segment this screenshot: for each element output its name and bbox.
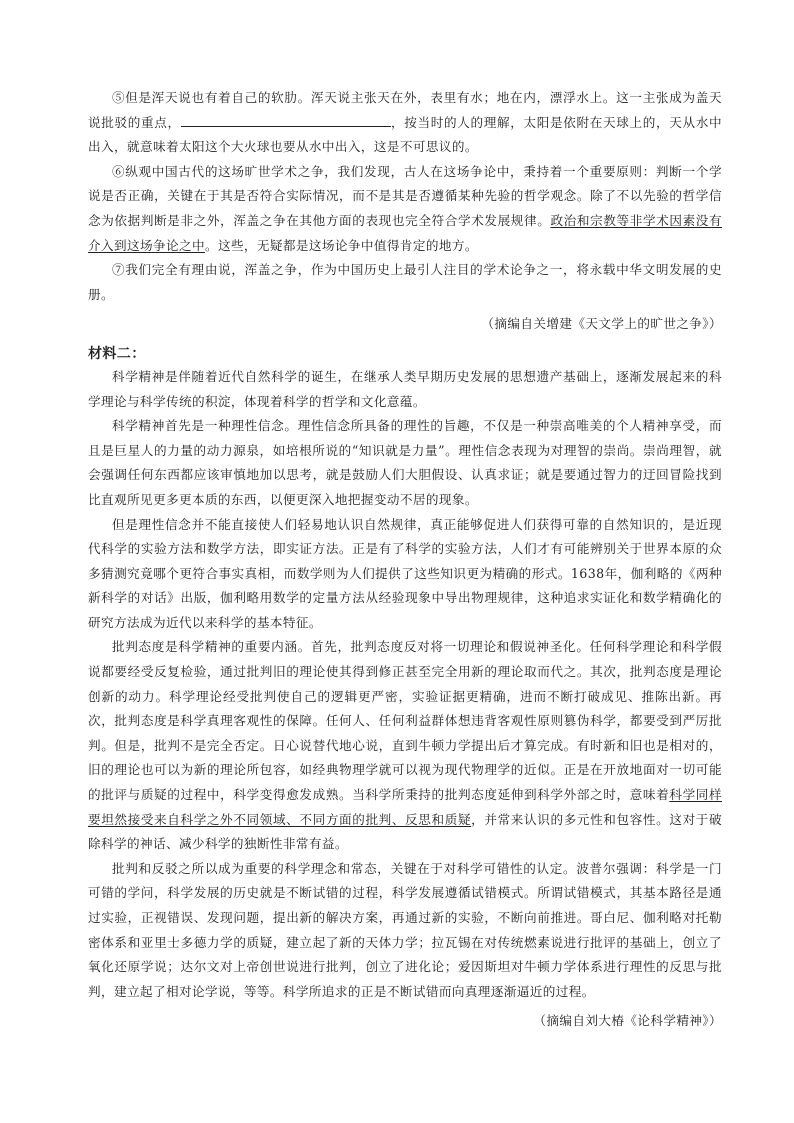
paragraph-5-text-b: ，按当时的人的理解，太阳是依附在天球上的，天从水中出入，就意味着太阳这个大火球也要从水中出入，这是不可思议的。	[88, 114, 722, 155]
m2-paragraph-3: 但是理性信念并不能直接使人们轻易地认识自然规律，真正能够促进人们获得可靠的自然知识的，是近现代科学的实验方法和数学方法，即实证方法。正是有了科学的实验方法，人们才有可能辨别关于世界本原的众多猜测究竟哪个更符合事实真相，而数学则为人们提供了这些知识更为精确的形式。1638年，伽利略的《两种新科学的对话》出版，伽利略用数学的定量方法从经验现象中导出物理规律，这种追求实证化和数学精确化的研究方法成为近代以来科学的基本特征。	[88, 516, 722, 630]
underlined-sentence: 政治和宗教等非学术因素没有介入到这场争论之中	[88, 212, 723, 253]
paragraph-6-text-b: 。这些，无疑都是这场论争中值得肯定的地方。	[204, 237, 478, 253]
material-2-heading: 材料二：	[88, 345, 146, 362]
source-citation-2: （摘编自刘大椿《论科学精神》）	[533, 1013, 722, 1029]
paragraph-6-text-a: ⑥纵观中国古代的这场旷世学术之争，我们发现，古人在这场争论中，秉持着一个重要原则：判断一个学说是否正确，关键在于其是否符合实际情况，而不是其是否遵循某种先验的哲学观念。除了不以先验的哲学信念为依据判断是非之外，浑盖之争在其他方面的表现也完全符合学术发展规律。	[88, 163, 722, 228]
paragraph-6	[88, 160, 722, 258]
underlined-sentence-2: 科学同样要坦然接受来自科学之外不同领域、不同方面的批判、反思和质疑	[88, 787, 722, 827]
m2-paragraph-1: 科学精神是伴随着近代自然科学的诞生，在继承人类早期历史发展的思想遗产基础上，逐渐发展起来的科学理论与科学传统的积淀，体现着科学的哲学和文化意蕴。	[88, 368, 722, 409]
m2-paragraph-4-text-a: 批判态度是科学精神的重要内涵。首先，批判态度反对将一切理论和假说神圣化。任何科学理论和科学假说都要经受反复检验，通过批判旧的理论使其得到修正甚至完全用新的理论取而代之。其次，批判态度是理论创新的动力。科学理论经受批判使自己的逻辑更严密，实验证据更精确，进而不断打破成见、推陈出新。再次，批判态度是科学真理客观性的保障。任何人、任何利益群体想违背客观性原则篡伪科学，都要受到严厉批判。但是，批判不是完全否定。日心说替代地心说，直到牛顿力学提出后才算完成。有时新和旧也是相对的，旧的理论也可以为新的理论所包容，如经典物理学就可以视为现代物理学的近似。正是在开放地面对一切可能的批评与质疑的过程中，科学变得愈发成熟。当科学所秉持的批判态度延伸到科学外部之时，意味着	[88, 639, 722, 803]
answer-blank[interactable]	[181, 112, 391, 127]
m2-paragraph-4-text-b: ，并常来认识的多元性和包容性。这对于破除科学的神话、减少科学的独断性非常有益。	[88, 811, 722, 852]
source-citation-1: （摘编自关增建《天文学上的旷世之争》）	[481, 316, 722, 332]
paragraph-5-text-a: ⑤但是浑天说也有着自己的软肋。浑天说主张天在外，表里有水；地在内，漂浮水上。这一主张成为盖天说批驳的重点，	[88, 90, 722, 130]
m2-paragraph-4	[88, 635, 722, 856]
m2-paragraph-5: 批判和反驳之所以成为重要的科学理念和常态，关键在于对科学可错性的认定。波普尔强调：科学是一门可错的学问，科学发展的历史就是不断试错的过程，科学发展遵循试错模式。所谓试错模式，其基本路径是通过实验，正视错误、发现问题，提出新的解决方案，再通过新的实验，不断向前推进。哥白尼、伽利略对托勒密体系和亚里士多德力学的质疑，建立起了新的天体力学；拉瓦锡在对传统燃素说进行批评的基础上，创立了氧化还原学说；达尔文对上帝创世说进行批判，创立了进化论；爱因斯坦对牛顿力学体系进行理性的反思与批判，建立起了相对论学说，等等。科学所追求的正是不断试错而向真理逐渐逼近的过程。	[88, 860, 722, 999]
m2-paragraph-2: 科学精神首先是一种理性信念。理性信念所具备的理性的旨趣，不仅是一种崇高唯美的个人精神享受，而且是巨星人的力量的动力源泉，如培根所说的“知识就是力量”。理性信念表现为对理智的崇尚。崇尚理智，就会强调任何东西都应该审慎地加以思考，就是鼓励人们大胆假设、认真求证；就是要通过智力的迂回冒险找到比直观所见更多更本质的东西，以便更深入地把握变动不居的现象。	[88, 418, 722, 507]
paragraph-7: ⑦我们完全有理由说，浑盖之争，作为中国历史上最引人注目的学术论争之一，将永载中华文明发展的史册。	[88, 262, 722, 302]
paragraph-5	[88, 86, 722, 160]
document-page	[88, 86, 722, 1034]
